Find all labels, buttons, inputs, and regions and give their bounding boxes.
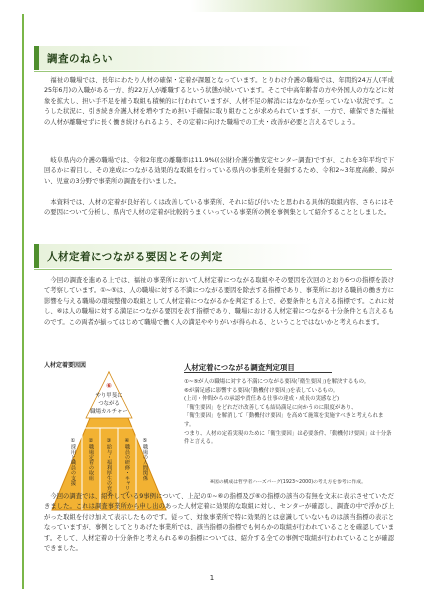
pyramid-top-label: 職場カルチャー [90, 409, 128, 415]
paragraph: 本資料では、人材の定着が良好若しくは改善している事業所、それに結び付いたと思われる具体的取組内容、さらにはその要因について分析し、県内で人材の定着が比較的うまくいっている事業所の例を事例集として紹介することとしました。 [44, 199, 394, 217]
section-divider [34, 71, 392, 72]
figure-explanation: ①~⑤が人の職場に対する不満につながる要因(「衛生要因」)を解決するもの。 ⑥が満足感に影響する要因(「動機付け要因」)を表しているもの。 (上司・仲間からの承認や責任ある仕事の達成・成長の実感など) 「衛生要因」をどれだけ改善しても結局満足に向かうのに限度があり、 「衛生要因」を解消して「動機付け要因」を高めて施策を実施すべきと考えられます。 つまり、人材の定着実現のために「衛生要因」は必要条件、「動機付け要因」は十分条件と言える。 [184, 379, 392, 446]
section-heading-purpose [34, 46, 364, 70]
paragraph: 岐阜県内の介護の職場では、令和2年度の離職率は11.9%((公財)介護労働安定センター調査)ですが、これを3年平均で下回るかに着目し、その達成につながる効果的な取組を行っている県内の事業所を発掘するため、令和2~3年度高齢、障がい、児童の3分野で事業所の調査を行いました。 [44, 157, 394, 185]
section-heading-text: 人材定着につながる要因とその判定 [47, 250, 223, 263]
header-gradient-bar [0, 0, 424, 12]
page-number: 1 [209, 574, 215, 582]
pyramid-column-label: ②職場定着の取組 [88, 438, 94, 481]
figure-left-label: 人材定着要因図 [44, 362, 87, 369]
section-heading-factors [34, 244, 364, 268]
pyramid-top-label: ⑥ [106, 382, 112, 390]
figure-note: ※図の構成は哲学者ハーズバーグ(1923~2000)の考え方を参考に作成。 [210, 480, 366, 485]
section-heading-text: 調査のねらい [47, 52, 113, 65]
paragraph: 今回の調査を進める上では、福祉の事業所において人材定着につながる取組やその要因を次回のとおり6つの指標を設けて考察しています。①~⑤は、人の職場に対する不満につながる要因を除去する指標であり、事業所における職員の働き方に影響を与える職場の環境整備の取組として人材定着につながるかを判定する上で、必要条件とも言える指標です。これに対し、⑥は人の職場に対する満足につながる要因を表す指標であり、職場における人材定着につながる十分条件とも言えるものです。この両者が揃ってはじめて職場で働く人の満足ややりがいが得られる、ということではないかと考えられます。 [44, 277, 394, 326]
pyramid-column-label: ③給与・福利厚生の充実 [106, 438, 112, 496]
left-margin-rule [22, 14, 24, 589]
pyramid-column-label: ④職員の研修・キャリア [124, 438, 130, 496]
figure-title: 人材定着につながる調査判定項目 [184, 363, 295, 372]
pyramid-top-label: やり甲斐に [95, 393, 123, 399]
figure-title-underline [184, 372, 332, 373]
pyramid-column-label: ⑤職場の人間関係 [142, 438, 148, 481]
paragraph: 福祉の職場では、長年にわたり人材の確保・定着が課題となっています。とりわけ介護の職場では、年間約24万人(平成25年6月)の入職がある一方、約22万人が離職するという状態が続いています。そこで中高年齢者の方や外国人の方などに対象を拡大し、担い手不足を補う取組も積極的に行われていますが、人材不足の解消にはなかなか至っていない状況です。こうした状況に、引き続き介護人材を増やすため担い手確保に取り組むことが求められていますが、一方で、確保できた福祉の人材が離職せずに長く働き続けられるよう、その定着に向けた職場での工夫・改善が必要と言えるでしょう。 [44, 77, 394, 126]
paragraph: 今回の調査では、紹介している9事例について、上記の①~⑥の指標及び⑥の指標の該当の有無を文末に表示させていただきました。これは調査事業所から申し出のあった人材定着に効果的な取組に対し、センターが確認し、調査の中で浮かび上がった取組を付け加えて表示したものです。従って、対象事業所で特に効果的とは意識していないものは該当指標の表示となっていますが、事例としてとりあげた事業所では、該当指標の指標でも何らかの取組が行われていることを確認しています。そして、人材定着の十分条件と考えられる⑥の指標については、紹介する全ての事例で取組が行われていることが確認できました。 [44, 493, 394, 553]
pyramid-top-label: つながる [98, 401, 120, 407]
section-divider [34, 269, 392, 270]
pyramid-column-label: ①採用と職員の支援 [70, 438, 76, 486]
